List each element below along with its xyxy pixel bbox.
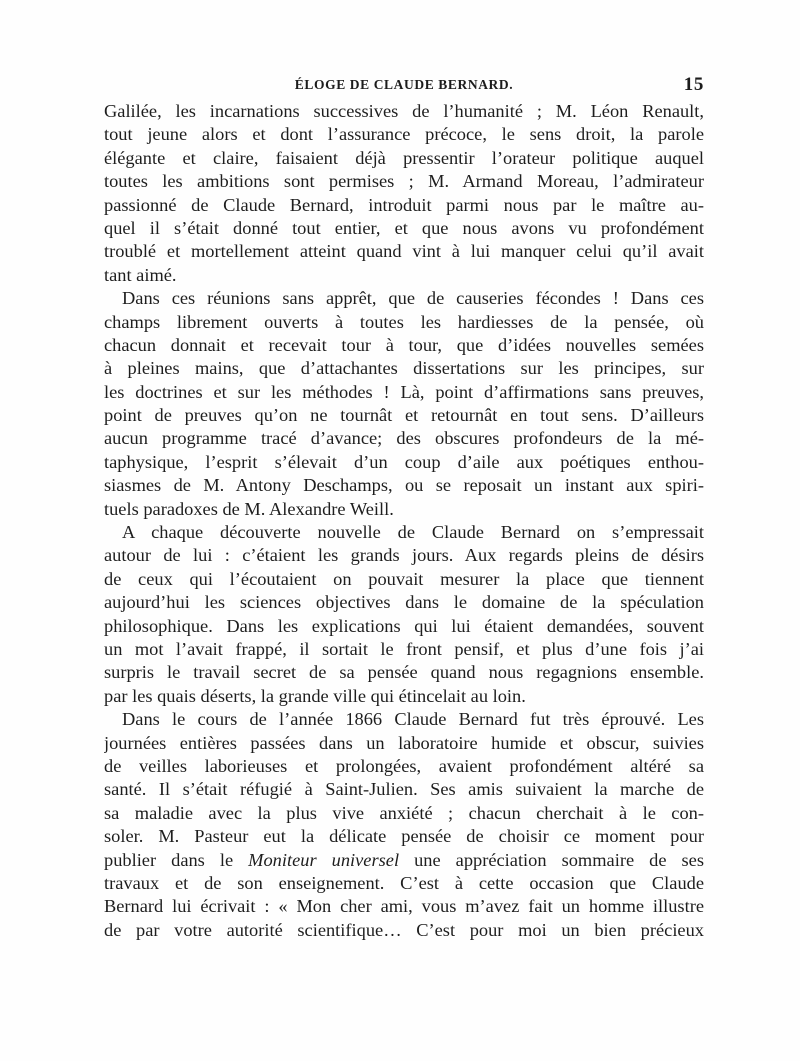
paragraph-4 bbox=[104, 708, 704, 942]
text-line: aucun programme tracé d’avance; des obscures profondeurs de la mé- bbox=[104, 428, 704, 449]
text-line: Dans ces réunions sans apprêt, que de causeries fécondes ! Dans ces bbox=[122, 288, 704, 309]
text-line: autour de lui : c’étaient les grands jours. Aux regards pleins de désirs bbox=[104, 545, 704, 566]
paragraph-2 bbox=[104, 287, 704, 521]
text-line: santé. Il s’était réfugié à Saint-Julien. Ses amis suivaient la marche de bbox=[104, 779, 704, 800]
text-line: Dans le cours de l’année 1866 Claude Bernard fut très éprouvé. Les bbox=[122, 709, 704, 730]
text-line: toutes les ambitions sont permises ; M. Armand Moreau, l’admirateur bbox=[104, 171, 704, 192]
text-line: siasmes de M. Antony Deschamps, ou se reposait un instant aux spiri- bbox=[104, 475, 704, 496]
text-line: Galilée, les incarnations successives de l’humanité ; M. Léon Renault, bbox=[104, 101, 704, 121]
paragraph-1 bbox=[104, 100, 704, 287]
text-line: surpris le travail secret de sa pensée quand nous regagnions ensemble. bbox=[104, 662, 704, 683]
text-line: de ceux qui l’écoutaient on pouvait mesurer la place que tiennent bbox=[104, 568, 704, 589]
text-line: les doctrines et sur les méthodes ! Là, point d’affirmations sans preuves, bbox=[104, 381, 704, 402]
text-line: passionné de Claude Bernard, introduit parmi nous par le maître au- bbox=[104, 194, 704, 215]
text-line: publier dans le Moniteur universel une appréciation sommaire de ses bbox=[104, 849, 704, 870]
text-line: à pleines mains, que d’attachantes dissertations sur les principes, sur bbox=[104, 358, 704, 379]
text-line: taphysique, l’esprit s’élevait d’un coup d’aile aux poétiques enthou- bbox=[104, 451, 704, 472]
journal-title: Moniteur universel bbox=[248, 849, 400, 870]
text-line: tant aimé. bbox=[104, 264, 177, 285]
text-line: soler. M. Pasteur eut la délicate pensée de choisir ce moment pour bbox=[104, 826, 704, 847]
text-line: quel il s’était donné tout entier, et que nous avons vu profondément bbox=[104, 217, 704, 238]
text-line: philosophique. Dans les explications qui lui étaient demandées, souvent bbox=[104, 615, 704, 636]
text-line: par les quais déserts, la grande ville qui étincelait au loin. bbox=[104, 685, 526, 706]
text-line: sa maladie avec la plus vive anxiété ; chacun cherchait à le con- bbox=[104, 802, 704, 823]
text-line: point de preuves qu’on ne tournât et retournât en tout sens. D’ailleurs bbox=[104, 405, 704, 426]
text-line: de veilles laborieuses et prolongées, avaient profondément altéré sa bbox=[104, 755, 704, 776]
text-line: chacun donnait et recevait tour à tour, que d’idées nouvelles semées bbox=[104, 334, 704, 355]
text-line: élégante et claire, faisaient déjà pressentir l’orateur politique auquel bbox=[104, 147, 704, 168]
page-number: 15 bbox=[683, 74, 704, 95]
text-line: un mot l’avait frappé, il sortait le front pensif, et plus d’une fois j’ai bbox=[104, 638, 704, 659]
text-line: tuels paradoxes de M. Alexandre Weill. bbox=[104, 498, 394, 519]
text-line: champs librement ouverts à toutes les hardiesses de la pensée, où bbox=[104, 311, 704, 332]
text-line: journées entières passées dans un laboratoire humide et obscur, suivies bbox=[104, 732, 704, 753]
text-line: aujourd’hui les sciences objectives dans le domaine de la spéculation bbox=[104, 592, 704, 613]
paragraph-3 bbox=[104, 521, 704, 708]
running-head bbox=[104, 74, 704, 98]
body-text bbox=[104, 100, 704, 942]
text-line: Bernard lui écrivait : « Mon cher ami, vous m’avez fait un homme illustre bbox=[104, 896, 704, 917]
text-line: travaux et de son enseignement. C’est à cette occasion que Claude bbox=[104, 872, 704, 893]
running-title: ÉLOGE DE CLAUDE BERNARD. bbox=[294, 77, 514, 92]
text-line: A chaque découverte nouvelle de Claude Bernard on s’empressait bbox=[122, 522, 704, 543]
text-line: de par votre autorité scientifique… C’est pour moi un bien précieux bbox=[104, 919, 704, 940]
text-line: tout jeune alors et dont l’assurance précoce, le sens droit, la parole bbox=[104, 124, 704, 145]
text-line: troublé et mortellement atteint quand vint à lui manquer celui qu’il avait bbox=[104, 241, 704, 262]
